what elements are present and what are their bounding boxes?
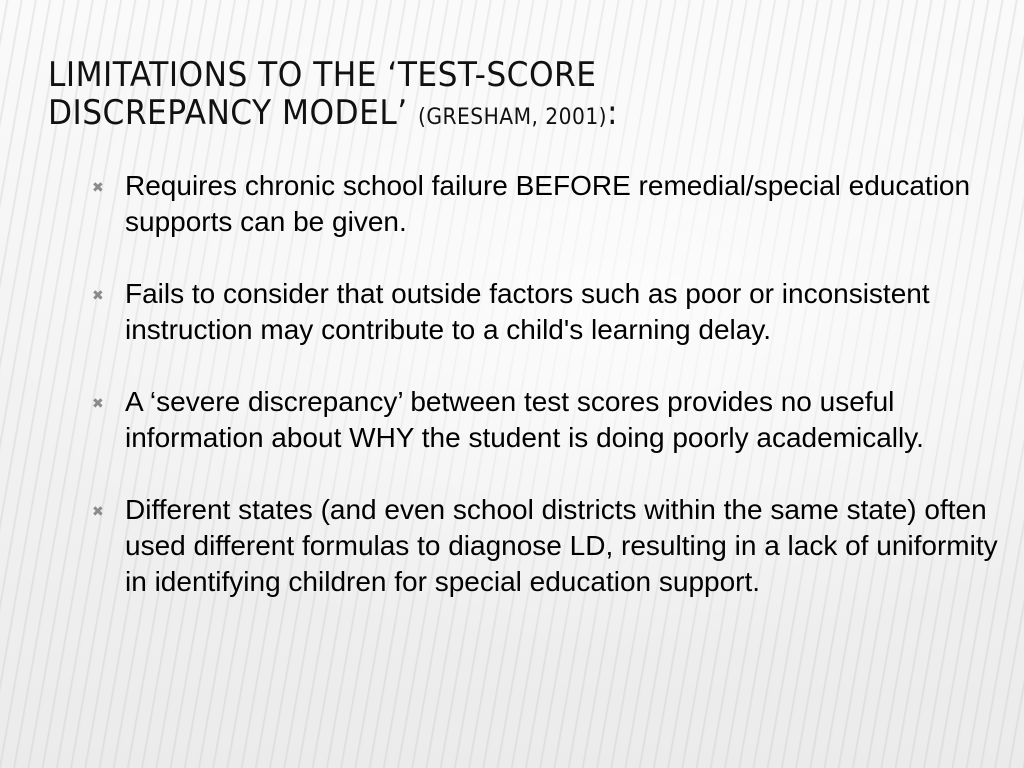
- bullet-text: Fails to consider that outside factors such as poor or inconsistent instruction may contribute to a child's learning delay.: [125, 278, 930, 345]
- bullet-item: [88, 384, 1010, 456]
- x-mark-bullet-icon: ✖: [92, 395, 104, 411]
- bullet-item: [88, 492, 1010, 600]
- bullet-item: [88, 168, 1010, 240]
- bullet-list: [88, 168, 1010, 636]
- bullet-text: A ‘severe discrepancy’ between test scores provides no useful information about WHY the student is doing poorly academically.: [125, 386, 924, 453]
- title-colon: :: [607, 93, 619, 133]
- bullet-text: Different states (and even school districts within the same state) often used different formulas to diagnose LD, resulting in a lack of uniformity in identifying children for special education support.: [125, 494, 998, 597]
- title-line-2: [48, 94, 876, 137]
- title-citation: (GRESHAM, 2001): [418, 105, 608, 130]
- title-line-2-text: DISCREPANCY MODEL’: [48, 93, 408, 133]
- x-mark-bullet-icon: ✖: [92, 503, 104, 519]
- bullet-item: [88, 276, 1010, 348]
- x-mark-bullet-icon: ✖: [92, 287, 104, 303]
- x-mark-bullet-icon: ✖: [92, 179, 104, 195]
- title-line-1: LIMITATIONS TO THE ‘TEST-SCORE: [48, 55, 597, 95]
- slide-title: [48, 56, 876, 137]
- bullet-text: Requires chronic school failure BEFORE remedial/special education supports can be given.: [125, 170, 971, 237]
